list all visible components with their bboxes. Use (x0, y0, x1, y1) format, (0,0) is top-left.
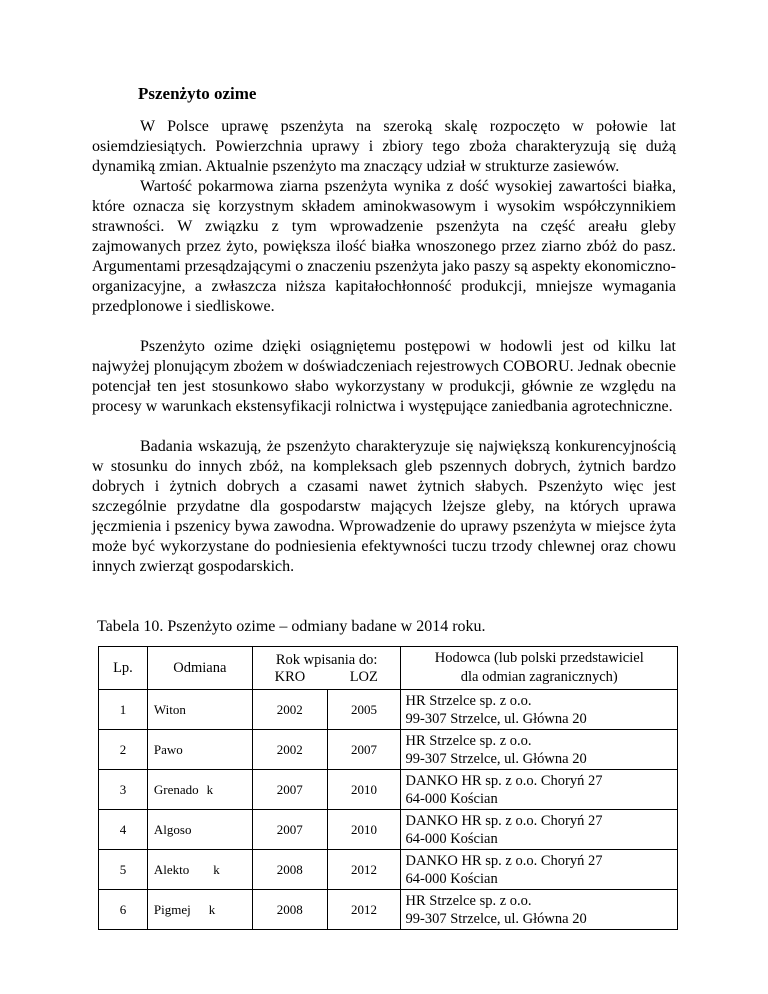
cell-hodowca (401, 730, 678, 770)
cell-kro: 2007 (252, 810, 327, 850)
breeder-name: DANKO HR sp. z o.o. Choryń 27 (405, 852, 603, 869)
variety-name: Witon (153, 701, 186, 717)
cell-hodowca (401, 890, 678, 930)
cell-hodowca (401, 690, 678, 730)
varieties-table (98, 646, 678, 930)
breeder-name: DANKO HR sp. z o.o. Choryń 27 (405, 812, 603, 829)
breeder-address: 64-000 Kościan (405, 830, 498, 847)
header-lp: Lp. (99, 647, 148, 690)
cell-kro: 2002 (252, 730, 327, 770)
header-hodowca (401, 647, 678, 690)
cell-loz: 2010 (327, 770, 401, 810)
cell-loz: 2012 (327, 850, 401, 890)
cell-lp: 5 (99, 850, 148, 890)
variety-name: Pigmej (153, 901, 191, 917)
cell-lp: 2 (99, 730, 148, 770)
header-odmiana: Odmiana (147, 647, 252, 690)
cell-lp: 1 (99, 690, 148, 730)
cell-loz: 2005 (327, 690, 401, 730)
table-row (99, 690, 678, 730)
cell-loz: 2012 (327, 890, 401, 930)
breeder-address: 64-000 Kościan (405, 870, 498, 887)
header-hodowca-line2: dla odmian zagranicznych) (460, 669, 618, 685)
cell-kro: 2002 (252, 690, 327, 730)
cell-loz: 2010 (327, 810, 401, 850)
cell-lp: 6 (99, 890, 148, 930)
variety-mark: k (213, 861, 220, 877)
table-caption: Tabela 10. Pszenżyto ozime – odmiany badane w 2014 roku. (97, 618, 486, 635)
breeder-name: HR Strzelce sp. z o.o. (405, 732, 532, 749)
variety-name: Grenado (153, 781, 199, 797)
cell-odmiana (147, 730, 252, 770)
header-hodowca-line1: Hodowca (lub polski przedstawiciel (434, 650, 644, 666)
cell-odmiana (147, 770, 252, 810)
breeder-name: HR Strzelce sp. z o.o. (405, 892, 532, 909)
table-row (99, 810, 678, 850)
cell-odmiana (147, 690, 252, 730)
cell-lp: 3 (99, 770, 148, 810)
header-kro: KRO (252, 669, 327, 690)
cell-hodowca (401, 850, 678, 890)
table-row (99, 770, 678, 810)
table-row (99, 890, 678, 930)
paragraph-3: Pszenżyto ozime dzięki osiągniętemu postępowi w hodowli jest od kilku lat najwyżej plonującym zbożem w doświadczeniach rejestrowych COBORU. Jednak obecnie potencjał ten jest stosunkowo słabo wykorzystany w produkcji, głównie ze względu na procesy w warunkach ekstensyfikacji rolnictwa i występujące zaniedbania agrotechniczne. (92, 338, 676, 415)
cell-hodowca (401, 810, 678, 850)
table-row (99, 850, 678, 890)
cell-kro: 2008 (252, 850, 327, 890)
variety-name: Alekto (153, 861, 190, 877)
paragraph-1: W Polsce uprawę pszenżyta na szeroką skalę rozpoczęto w połowie lat osiemdziesiątych. Powierzchnia uprawy i zbiory tego zboża charakteryzują się dużą dynamiką zmian. Aktualnie pszenżyto ma znaczący udział w strukturze zasiewów. (92, 118, 676, 175)
variety-name: Pawo (153, 741, 183, 757)
breeder-address: 99-307 Strzelce, ul. Główna 20 (405, 750, 587, 767)
breeder-name: DANKO HR sp. z o.o. Choryń 27 (405, 772, 603, 789)
cell-loz: 2007 (327, 730, 401, 770)
variety-name: Algoso (153, 821, 192, 837)
cell-lp: 4 (99, 810, 148, 850)
variety-mark: k (208, 901, 216, 917)
cell-kro: 2007 (252, 770, 327, 810)
document-title: Pszenżyto ozime (138, 84, 257, 103)
paragraph-4: Badania wskazują, że pszenżyto charakteryzuje się największą konkurencyjnością w stosunku do innych zbóż, na kompleksach gleb pszennych dobrych, żytnich bardzo dobrych i żytnich dobrych a czasami nawet żytnich słabych. Pszenżyto więc jest szczególnie przydatne dla gospodarstw mających lżejsze gleby, na których uprawa jęczmienia i pszenicy bywa zawodna. Wprowadzenie do uprawy pszenżyta w miejsce żyta może być wykorzystane do podniesienia efektywności tuczu trzody chlewnej oraz chowu innych zwierząt gospodarskich. (92, 438, 676, 575)
cell-odmiana (147, 850, 252, 890)
variety-mark: k (206, 781, 214, 797)
header-loz: LOZ (327, 669, 401, 690)
table-row (99, 730, 678, 770)
paragraph-2: Wartość pokarmowa ziarna pszenżyta wynika z dość wysokiej zawartości białka, które oznacza się korzystnym składem aminokwasowym i wysokim współczynnikiem strawności. W związku z tym wprowadzenie pszenżyta na część areału gleby zajmowanych przez żyto, powiększa ilość białka wnoszonego przez ziarno zbóż do pasz. Argumentami przesądzającymi o znaczeniu pszenżyta jako paszy są aspekty ekonomiczno-organizacyjne, a zwłaszcza niższa kapitałochłonność produkcji, mniejsze wymagania przedplonowe i siedliskowe. (92, 178, 676, 315)
breeder-name: HR Strzelce sp. z o.o. (405, 692, 532, 709)
breeder-address: 64-000 Kościan (405, 790, 498, 807)
cell-kro: 2008 (252, 890, 327, 930)
breeder-address: 99-307 Strzelce, ul. Główna 20 (405, 910, 587, 927)
cell-odmiana (147, 810, 252, 850)
header-rok: Rok wpisania do: (252, 647, 401, 670)
breeder-address: 99-307 Strzelce, ul. Główna 20 (405, 710, 587, 727)
cell-hodowca (401, 770, 678, 810)
cell-odmiana (147, 890, 252, 930)
